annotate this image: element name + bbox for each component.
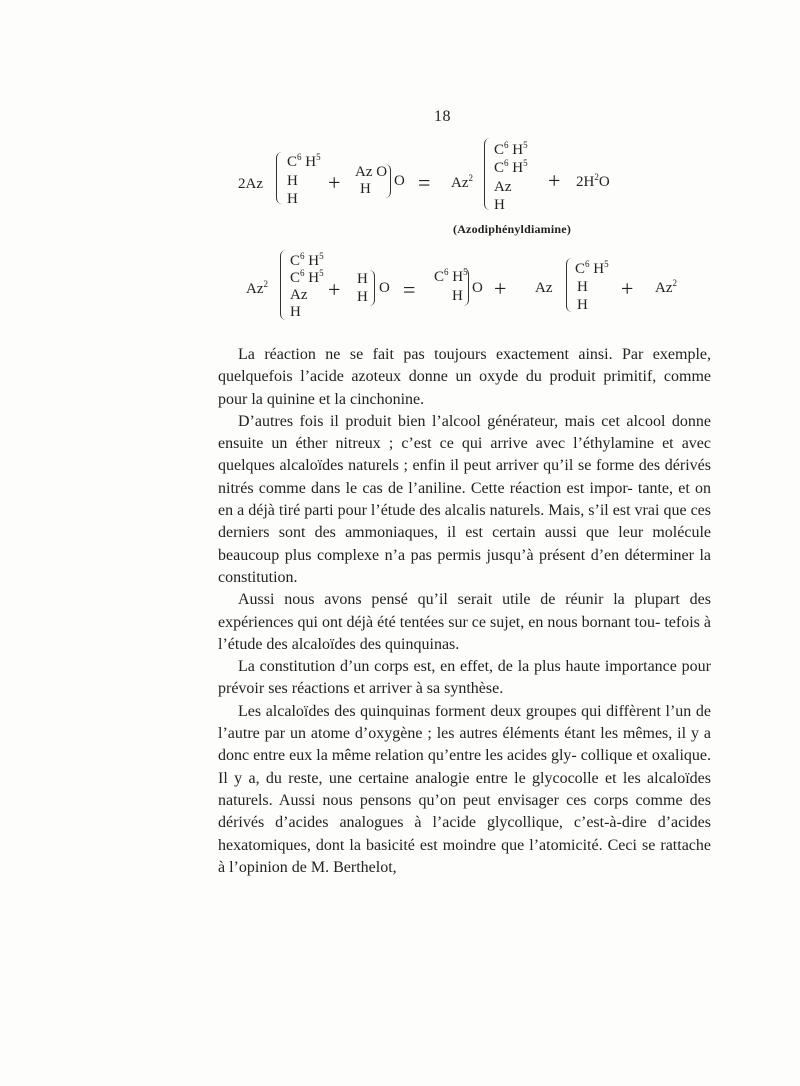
- eq1-caption: (Azodiphényldiamine): [453, 222, 572, 236]
- paragraph: Les alcaloïdes des quinquinas forment deux groupes qui diffèrent l’un de l’autre par un atome d’oxygène ; les autres éléments étant les mêmes, il y a donc entre eux la même relation qu’entre les acides gly- collique et oxalique. Il y a, du reste, une certaine analogie entre le glycocolle et les alcaloïdes naturels. Aussi nous pensons qu’on peut envisager ces corps comme des dérivés d’acides analogues à l’acide glycollique, c’est-à-dire d’acides hexatomiques, dont la basicité est moindre que l’atomicité. Ceci se rattache à l’opinion de M. Berthelot,: [218, 702, 711, 876]
- eq2-phenol-row-2: H: [452, 288, 463, 304]
- eq2-amine-row-2: H: [577, 279, 588, 295]
- eq2-lhs-brace: [280, 250, 287, 320]
- eq1-plus-2: +: [548, 168, 561, 193]
- body-text: [218, 344, 711, 879]
- eq1-lhs-row-1: $C^6$ $H^5$: [287, 152, 321, 170]
- eq2-oxygen: O: [379, 280, 390, 296]
- eq2-nitrogen: Az$^2$: [655, 278, 677, 296]
- eq2-lhs-row-4: H: [290, 304, 301, 320]
- page-number: 18: [434, 108, 451, 125]
- paragraph: La réaction ne se fait pas toujours exactement ainsi. Par exemple, quelquefois l’acide azoteux donne un oxyde du produit primitif, comme pour la quinine et la cinchonine.: [218, 346, 711, 408]
- eq1-rhs-row-4: H: [494, 197, 505, 213]
- paragraph: D’autres fois il produit bien l’alcool générateur, mais cet alcool donne ensuite un éther nitreux ; c’est ce qui arrive avec l’éthylamine et avec quelques alcaloïdes naturels ; enfin il peut arriver qu’il se forme des dérivés nitrés comme dans le cas de l’aniline. Cette réaction est impor- tante, et on en a déjà tiré parti pour l’étude des alcalis naturels. Mais, s’il est vrai que ces derniers sont des ammoniaques, il est certain aussi que leur molécule beaucoup plus complexe n’a pas permis jusqu’à présent d’en déterminer la constitution.: [218, 412, 711, 586]
- eq2-amine-row-1: $C^6$ $H^5$: [575, 259, 609, 277]
- eq2-phenol-brace: [463, 268, 469, 306]
- eq2-water-row-1: H: [357, 271, 368, 287]
- eq1-lhs-row-3: H: [287, 191, 298, 207]
- eq2-water-brace: [369, 270, 375, 306]
- eq2-amine-coeff: Az: [535, 280, 553, 296]
- eq1-plus: +: [328, 170, 341, 195]
- eq1-equals: =: [418, 170, 431, 195]
- eq2-lhs-row-1: $C^6$ $H^5$: [290, 251, 324, 269]
- eq2-lhs-row-2: $C^6$ $H^5$: [290, 268, 324, 286]
- eq2-plus-3: +: [621, 276, 634, 301]
- eq2-amine-brace: [566, 258, 573, 312]
- eq1-nitrous-row-2: H: [360, 181, 371, 197]
- paragraph: Aussi nous avons pensé qu’il serait utile de réunir la plupart des expériences qui ont déjà été tentées sur ce sujet, en nous bornant tou- tefois à l’étude des alcaloïdes des quinquinas.: [218, 591, 711, 653]
- eq2-plus: +: [328, 277, 341, 302]
- eq1-rhs-coeff: Az$^2$: [451, 173, 473, 191]
- eq2-amine-row-3: H: [577, 297, 588, 313]
- equation-2: [0, 0, 800, 330]
- eq1-lhs-coeff: 2Az: [238, 176, 263, 192]
- eq1-water: $2H^2O$: [576, 172, 610, 190]
- paragraph: La constitution d’un corps est, en effet, de la plus haute importance pour prévoir ses réactions et arriver à sa synthèse.: [218, 658, 711, 698]
- eq1-lhs-row-2: H: [287, 173, 298, 189]
- eq1-oxygen: O: [394, 173, 405, 189]
- eq2-oxygen-2: O: [472, 280, 483, 296]
- eq1-rhs-row-2: $C^6$ $H^5$: [494, 158, 528, 176]
- eq2-lhs-coeff: Az$^2$: [246, 279, 268, 297]
- eq1-rhs-row-3: Az: [494, 179, 512, 195]
- eq2-plus-2: +: [494, 276, 507, 301]
- eq1-nitrous-row-1: Az O: [355, 164, 388, 180]
- eq2-water-row-2: H: [357, 289, 368, 305]
- eq2-equals: =: [403, 277, 416, 302]
- eq2-lhs-row-3: Az: [290, 287, 308, 303]
- eq2-phenol-row-1: $C^6$ $H^5$: [434, 267, 468, 285]
- eq1-rhs-row-1: $C^6$ $H^5$: [494, 140, 528, 158]
